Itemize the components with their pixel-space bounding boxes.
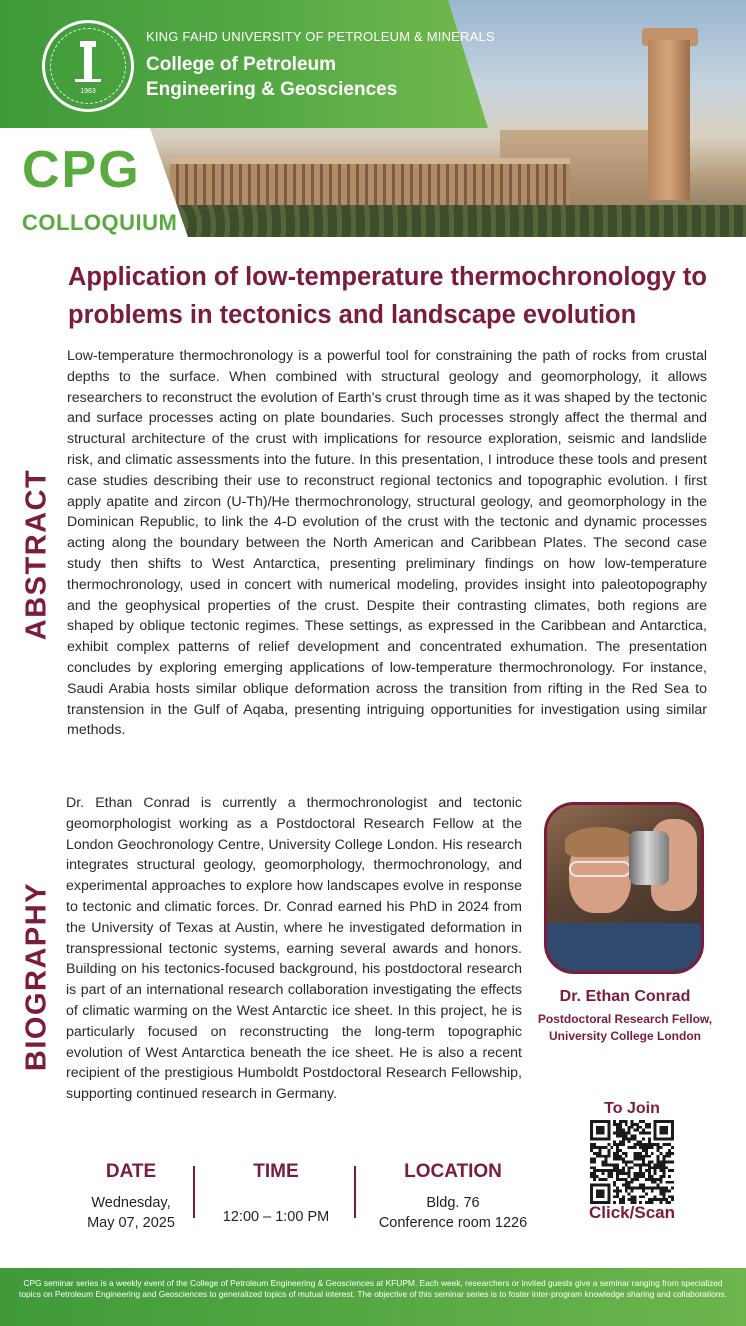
biography-label: BIOGRAPHY <box>20 881 53 1072</box>
time-heading: TIME <box>253 1161 299 1182</box>
location-value <box>363 1193 543 1233</box>
location-line1: Bldg. 76 <box>426 1195 480 1211</box>
college-name-line1: College of Petroleum <box>146 54 337 75</box>
university-name: KING FAHD UNIVERSITY OF PETROLEUM & MINERALS <box>146 29 495 44</box>
speaker-role-line1: Postdoctoral Research Fellow, <box>537 1012 713 1026</box>
abstract-text: Low-temperature thermochronology is a powerful tool for constraining the path of rocks from crustal depths to the surface. When combined with structural geology and geomorphology, it allows researchers to reconstruct the evolution of Earth’s crust through time as it was shaped by the tectonic and surface processes acting on plate boundaries. Such processes strongly affect the thermal and structural architecture of the crust with implications for resource exploration, seismic and landslide risk, and climatic assessments into the future. In this presentation, I introduce these tools and present case studies describing their use to reconstruct regional tectonics and topographic evolution. I first apply apatite and zircon (U-Th)/He thermochronology, structural geology, and geomorphology in the Dominican Republic, to link the 4-D evolution of the crust with the tectonic and dynamic processes acting along the boundary between the North American and Caribbean Plates. The second case study then shifts to West Antarctica, presenting preliminary findings on how low-temperature thermochronology, used in concert with numerical modeling, provides insight into paleotopography and the geophysical properties of the crust. Despite their contrasting climates, both regions are shaped by oblique tectonic regimes. These settings, as expressed in the Caribbean and Antarctica, exhibit complex patterns of relief development and concentrated exhumation. The presentation concludes by exploring emerging applications of low-temperature thermochronology. For instance, Saudi Arabia hosts similar oblique deformation across the transition from rifting in the Red Sea to transtension in the Gulf of Aqaba, presenting intriguing opportunities for investigation using similar methods. <box>67 348 707 739</box>
location-line2: Conference room 1226 <box>378 1215 528 1231</box>
join-action[interactable]: Click/Scan <box>589 1203 675 1222</box>
series-name: COLLOQUIUM <box>22 210 178 235</box>
date-value <box>66 1193 196 1233</box>
info-divider <box>354 1166 356 1218</box>
talk-title: Application of low-temperature thermochronology to problems in tectonics and landscape evolution <box>68 263 707 329</box>
header-banner <box>0 0 746 237</box>
college-name-line2: Engineering & Geosciences <box>146 79 398 100</box>
location-heading: LOCATION <box>404 1161 502 1182</box>
time-value: 12:00 – 1:00 PM <box>222 1209 330 1225</box>
footer-text: CPG seminar series is a weekly event of the College of Petroleum Engineering & Geosciences at KFUPM. Each week, researchers or invited guests give a seminar ranging from specialized topics on Petroleum Engineering and Geosciences to generalized topics of mutual interest. The objective of this seminar series is to foster inter-program knowledge sharing and collaborations. <box>19 1278 727 1299</box>
speaker-role-line2: University College London <box>548 1029 701 1043</box>
date-heading: DATE <box>105 1161 157 1182</box>
date-line2: May 07, 2025 <box>87 1215 175 1231</box>
date-line1: Wednesday, <box>91 1195 171 1211</box>
info-divider <box>193 1166 195 1218</box>
footer-band <box>0 1268 746 1326</box>
abstract-label: ABSTRACT <box>20 468 53 641</box>
join-qr-code[interactable] <box>588 1120 676 1204</box>
join-heading: To Join <box>604 1100 660 1117</box>
university-logo <box>42 20 134 112</box>
biography-text: Dr. Ethan Conrad is currently a thermochronologist and tectonic geomorphologist working as a Postdoctoral Research Fellow at the London Geochronology Centre, University College London. His research integrates structural geology, geomorphology, thermochronology, and experimental approaches to explore how landscapes evolve in response to tectonic and climatic forces. Dr. Conrad earned his PhD in 2024 from the University of Texas at Austin, where he investigated deformation in transpressional tectonic systems, earning several awards and honors. Building on his tectonics-focused background, his postdoctoral research is part of an international research collaboration investigating the effects of climatic warming on the West Antarctic ice sheet. In this project, he is particularly focused on reconstructing the long-term topographic evolution of West Antarctica beneath the ice sheet. He is also a recent recipient of the prestigious Humboldt Postdoctoral Research Fellowship, supporting continued research in Germany. <box>66 795 522 1103</box>
speaker-photo <box>544 802 704 974</box>
logo-year: 1963 <box>80 88 96 95</box>
speaker-role <box>530 1011 720 1045</box>
series-acronym: CPG <box>22 141 141 199</box>
college-name <box>146 52 397 102</box>
speaker-name: Dr. Ethan Conrad <box>559 988 691 1005</box>
